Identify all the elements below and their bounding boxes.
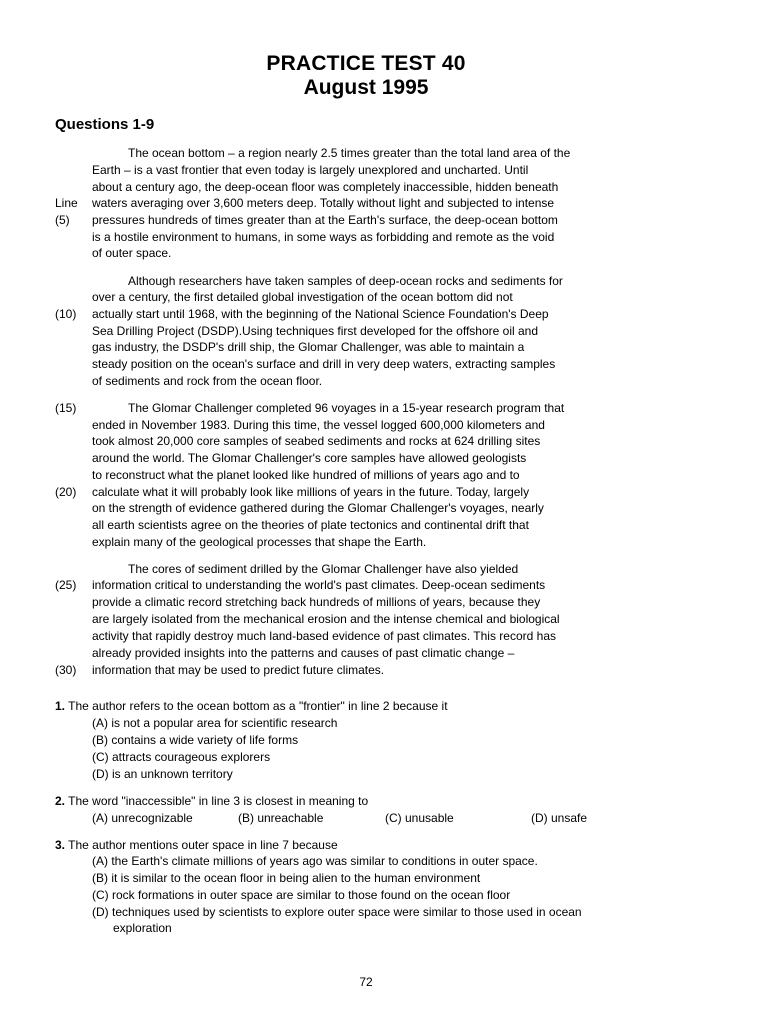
passage-line (0, 484, 768, 501)
passage-line (0, 594, 768, 611)
passage-line (0, 195, 768, 212)
answer-option[interactable]: (A) the Earth's climate millions of years ago was similar to conditions in outer space. (92, 854, 538, 868)
line-text: of sediments and rock from the ocean floor. (92, 374, 323, 388)
line-text: activity that rapidly destroy much land-based evidence of past climates. This record has (92, 629, 557, 643)
question-number: 1. (55, 699, 66, 713)
line-text: actually start until 1968, with the beginning of the National Science Foundation's Deep (92, 307, 549, 321)
passage-line (0, 517, 768, 534)
line-text: steady position on the ocean's surface and drill in very deep waters, extracting samples (92, 357, 556, 371)
line-text: around the world. The Glomar Challenger's core samples have allowed geologists (92, 451, 527, 465)
answer-option[interactable]: (C) attracts courageous explorers (92, 750, 271, 764)
passage-line (0, 323, 768, 340)
line-text: ended in November 1983. During this time, the vessel logged 600,000 kilometers and (92, 418, 545, 432)
line-text: information critical to understanding the world's past climates. Deep-ocean sediments (92, 578, 546, 592)
page-subtitle: August 1995 (303, 76, 429, 99)
passage-line (0, 534, 768, 551)
question-text: The word "inaccessible" in line 3 is closest in meaning to (68, 794, 369, 808)
passage-line (0, 212, 768, 229)
answer-option[interactable]: (A) unrecognizable (92, 811, 193, 825)
answer-option[interactable]: (A) is not a popular area for scientific research (92, 716, 338, 730)
question-3 (55, 837, 338, 854)
line-text: over a century, the first detailed global investigation of the ocean bottom did not (92, 290, 513, 304)
question-number: 2. (55, 794, 66, 808)
line-number: (30) (55, 663, 77, 677)
line-text: Earth – is a vast frontier that even today is largely unexplored and uncharted. Until (92, 163, 529, 177)
line-number: (20) (55, 485, 77, 499)
passage-line (0, 356, 768, 373)
passage-line (0, 179, 768, 196)
answer-option[interactable]: (D) is an unknown territory (92, 767, 233, 781)
line-number: (25) (55, 578, 77, 592)
question-text: The author mentions outer space in line 7 because (68, 838, 338, 852)
line-text: of outer space. (92, 246, 172, 260)
passage-line (0, 373, 768, 390)
line-number: (5) (55, 213, 70, 227)
line-text: provide a climatic record stretching back hundreds of millions of years, because they (92, 595, 541, 609)
question-1 (55, 698, 448, 715)
answer-option[interactable]: (B) unreachable (238, 811, 324, 825)
line-text: all earth scientists agree on the theories of plate tectonics and continental drift that (92, 518, 529, 532)
passage-line (0, 245, 768, 262)
page-title: PRACTICE TEST 40 (266, 52, 466, 75)
line-text: to reconstruct what the planet looked like hundred of millions of years ago and to (92, 468, 520, 482)
line-text: Sea Drilling Project (DSDP).Using techniques first developed for the offshore oil and (92, 324, 539, 338)
line-number: (15) (55, 401, 77, 415)
passage-line (0, 162, 768, 179)
answer-option[interactable]: (C) rock formations in outer space are similar to those found on the ocean floor (92, 888, 511, 902)
passage-line (0, 145, 768, 162)
question-number: 3. (55, 838, 66, 852)
line-number: (10) (55, 307, 77, 321)
line-text: on the strength of evidence gathered during the Glomar Challenger's voyages, nearly (92, 501, 544, 515)
line-text: waters averaging over 3,600 meters deep. Totally without light and subjected to intense (92, 196, 555, 210)
line-text: about a century ago, the deep-ocean floor was completely inaccessible, hidden beneath (92, 180, 559, 194)
line-text: The cores of sediment drilled by the Glomar Challenger have also yielded (128, 562, 519, 576)
passage-line (0, 450, 768, 467)
passage-line (0, 417, 768, 434)
line-text: pressures hundreds of times greater than at the Earth's surface, the deep-ocean bottom (92, 213, 558, 227)
line-text: already provided insights into the patterns and causes of past climatic change – (92, 646, 515, 660)
line-text: explain many of the geological processes that shape the Earth. (92, 535, 427, 549)
answer-option[interactable]: (B) it is similar to the ocean floor in being alien to the human environment (92, 871, 481, 885)
passage-line (0, 662, 768, 679)
line-text: The Glomar Challenger completed 96 voyages in a 15-year research program that (128, 401, 565, 415)
page-number: 72 (359, 975, 373, 989)
line-number: Line (55, 196, 78, 210)
answer-option[interactable]: (D) unsafe (531, 811, 588, 825)
passage-line (0, 561, 768, 578)
line-text: Although researchers have taken samples of deep-ocean rocks and sediments for (128, 274, 563, 288)
passage-line (0, 400, 768, 417)
passage-line (0, 628, 768, 645)
passage-line (0, 229, 768, 246)
answer-option[interactable]: (C) unusable (385, 811, 454, 825)
passage-line (0, 433, 768, 450)
line-text: took almost 20,000 core samples of seabed sediments and rocks at 624 drilling sites (92, 434, 541, 448)
question-text: The author refers to the ocean bottom as a "frontier" in line 2 because it (68, 699, 448, 713)
line-text: is a hostile environment to humans, in some ways as forbidding and remote as the void (92, 230, 555, 244)
answer-option[interactable]: (B) contains a wide variety of life forms (92, 733, 299, 747)
passage-line (0, 339, 768, 356)
line-text: The ocean bottom – a region nearly 2.5 times greater than the total land area of the (128, 146, 571, 160)
question-2 (55, 793, 368, 810)
passage-line (0, 500, 768, 517)
line-text: gas industry, the DSDP's drill ship, the Glomar Challenger, was able to maintain a (92, 340, 525, 354)
answer-option-continuation: exploration (113, 921, 172, 935)
passage-line (0, 289, 768, 306)
line-text: information that may be used to predict future climates. (92, 663, 385, 677)
passage-line (0, 273, 768, 290)
line-text: are largely isolated from the mechanical erosion and the intense chemical and biological (92, 612, 560, 626)
passage-line (0, 577, 768, 594)
section-heading: Questions 1-9 (55, 116, 155, 133)
answer-option[interactable]: (D) techniques used by scientists to explore outer space were similar to those used in ocean (92, 905, 582, 919)
passage-line (0, 645, 768, 662)
passage-line (0, 306, 768, 323)
passage-line (0, 467, 768, 484)
line-text: calculate what it will probably look like millions of years in the future. Today, largely (92, 485, 530, 499)
subtitle-clipped (0, 76, 732, 99)
passage-line (0, 611, 768, 628)
